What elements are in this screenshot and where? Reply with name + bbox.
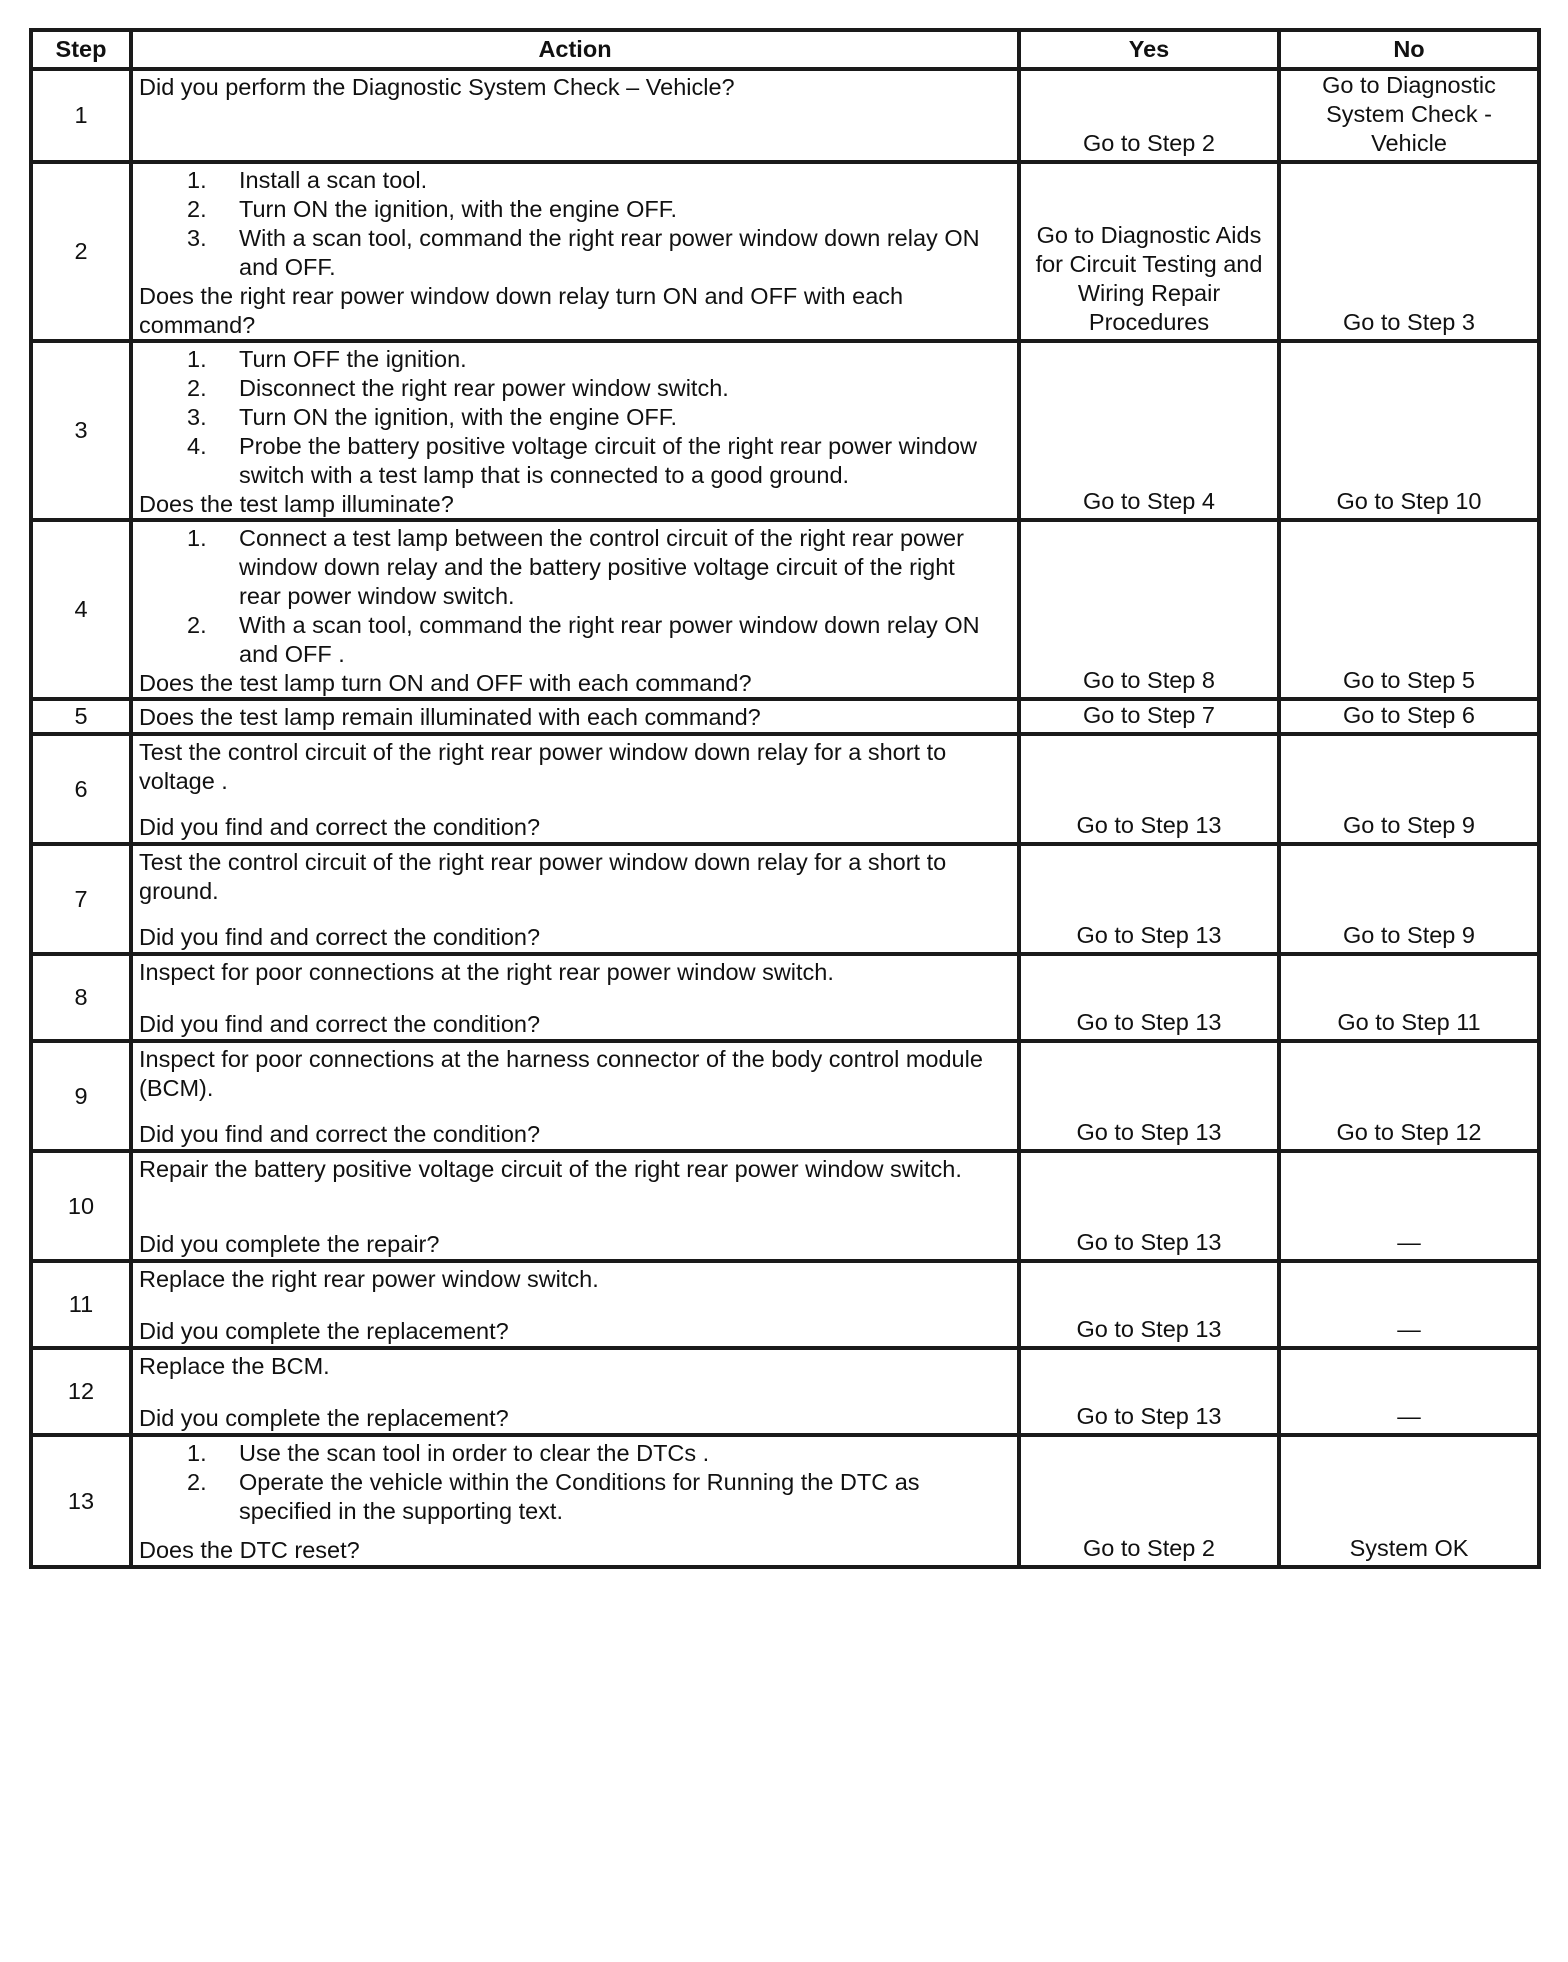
- step-number: 11: [31, 1261, 131, 1348]
- action-steps: [139, 1439, 1009, 1526]
- no-outcome: —: [1279, 1151, 1539, 1261]
- action-question: Does the test lamp illuminate?: [139, 491, 454, 517]
- action-text: Did you perform the Diagnostic System Check – Vehicle?: [139, 74, 735, 100]
- no-outcome: Go to Step 9: [1279, 734, 1539, 844]
- action-cell: [131, 1261, 1019, 1348]
- yes-outcome: Go to Step 13: [1019, 844, 1279, 954]
- action-cell: [131, 69, 1019, 162]
- action-step-number: 1.: [187, 1440, 207, 1466]
- no-outcome: Go to Step 10: [1279, 341, 1539, 520]
- yes-outcome: Go to Step 8: [1019, 520, 1279, 699]
- step-number: 7: [31, 844, 131, 954]
- action-text: Replace the right rear power window switch.: [139, 1266, 599, 1292]
- table-row: [31, 1151, 1539, 1261]
- action-question: Does the test lamp turn ON and OFF with each command?: [139, 670, 752, 696]
- action-step-number: 4.: [187, 433, 207, 459]
- yes-outcome: Go to Step 13: [1019, 1041, 1279, 1151]
- action-step-text: Probe the battery positive voltage circuit of the right rear power window switch with a test lamp that is connected to a good ground.: [239, 433, 978, 488]
- table-row: [31, 1435, 1539, 1567]
- header-no: No: [1279, 30, 1539, 69]
- action-step-item: [139, 611, 1009, 669]
- step-number: 1: [31, 69, 131, 162]
- action-cell: [131, 162, 1019, 341]
- action-step-item: [139, 195, 1009, 224]
- yes-outcome: Go to Step 13: [1019, 734, 1279, 844]
- yes-outcome: Go to Step 2: [1019, 69, 1279, 162]
- action-step-number: 3.: [187, 225, 207, 251]
- action-step-item: [139, 403, 1009, 432]
- action-step-text: With a scan tool, command the right rear power window down relay ON and OFF .: [239, 612, 980, 667]
- step-number: 12: [31, 1348, 131, 1435]
- action-step-item: [139, 345, 1009, 374]
- action-question: Did you find and correct the condition?: [139, 814, 541, 840]
- no-outcome: System OK: [1279, 1435, 1539, 1567]
- header-action: Action: [131, 30, 1019, 69]
- step-number: 9: [31, 1041, 131, 1151]
- no-outcome: Go to Step 11: [1279, 954, 1539, 1041]
- action-step-item: [139, 432, 1009, 490]
- no-outcome: Go to Step 9: [1279, 844, 1539, 954]
- yes-outcome: Go to Step 7: [1019, 699, 1279, 734]
- action-step-text: Use the scan tool in order to clear the DTCs .: [239, 1440, 710, 1466]
- step-number: 5: [31, 699, 131, 734]
- yes-outcome: Go to Step 2: [1019, 1435, 1279, 1567]
- action-cell: [131, 1041, 1019, 1151]
- action-step-item: [139, 374, 1009, 403]
- action-question: Does the DTC reset?: [139, 1537, 360, 1563]
- no-outcome: Go to Diagnostic System Check - Vehicle: [1279, 69, 1539, 162]
- action-question: Did you find and correct the condition?: [139, 924, 541, 950]
- action-cell: [131, 1435, 1019, 1567]
- action-step-text: Connect a test lamp between the control circuit of the right rear power window down relay and the battery positive voltage circuit of the right rear power window switch.: [239, 525, 964, 609]
- action-cell: [131, 954, 1019, 1041]
- action-step-number: 2.: [187, 612, 207, 638]
- step-number: 2: [31, 162, 131, 341]
- action-step-item: [139, 224, 1009, 282]
- action-question: Did you complete the replacement?: [139, 1318, 509, 1344]
- action-step-number: 1.: [187, 167, 207, 193]
- action-cell: [131, 1151, 1019, 1261]
- diagnostic-table: [29, 28, 1541, 1569]
- action-step-text: Disconnect the right rear power window switch.: [239, 375, 729, 401]
- action-text: Replace the BCM.: [139, 1353, 330, 1379]
- table-row: [31, 1348, 1539, 1435]
- table-row: [31, 1041, 1539, 1151]
- step-number: 4: [31, 520, 131, 699]
- table-row: [31, 69, 1539, 162]
- action-question: Did you complete the replacement?: [139, 1405, 509, 1431]
- step-number: 10: [31, 1151, 131, 1261]
- yes-outcome: Go to Step 13: [1019, 954, 1279, 1041]
- action-question: Did you complete the repair?: [139, 1231, 440, 1257]
- action-step-text: Turn OFF the ignition.: [239, 346, 467, 372]
- step-number: 8: [31, 954, 131, 1041]
- table-row: [31, 699, 1539, 734]
- no-outcome: Go to Step 5: [1279, 520, 1539, 699]
- action-steps: [139, 524, 1009, 669]
- action-cell: [131, 520, 1019, 699]
- yes-outcome: Go to Step 13: [1019, 1151, 1279, 1261]
- header-row: [31, 30, 1539, 69]
- no-outcome: —: [1279, 1348, 1539, 1435]
- action-text: Test the control circuit of the right rear power window down relay for a short to ground.: [139, 849, 947, 904]
- action-text: Inspect for poor connections at the harness connector of the body control module (BCM).: [139, 1046, 983, 1101]
- yes-outcome: Go to Step 13: [1019, 1348, 1279, 1435]
- action-text: Test the control circuit of the right rear power window down relay for a short to voltage .: [139, 739, 947, 794]
- action-step-item: [139, 166, 1009, 195]
- action-step-item: [139, 1468, 1009, 1526]
- table-row: [31, 844, 1539, 954]
- table-row: [31, 162, 1539, 341]
- no-outcome: Go to Step 12: [1279, 1041, 1539, 1151]
- action-step-number: 1.: [187, 346, 207, 372]
- action-step-text: Install a scan tool.: [239, 167, 428, 193]
- action-steps: [139, 345, 1009, 490]
- action-step-item: [139, 1439, 1009, 1468]
- action-text: Does the test lamp remain illuminated with each command?: [139, 704, 761, 730]
- yes-outcome: Go to Step 4: [1019, 341, 1279, 520]
- step-number: 3: [31, 341, 131, 520]
- action-text: Repair the battery positive voltage circuit of the right rear power window switch.: [139, 1156, 962, 1182]
- action-step-text: Turn ON the ignition, with the engine OFF.: [239, 196, 678, 222]
- action-step-number: 2.: [187, 196, 207, 222]
- action-cell: [131, 699, 1019, 734]
- action-question: Did you find and correct the condition?: [139, 1121, 541, 1147]
- action-cell: [131, 844, 1019, 954]
- step-number: 6: [31, 734, 131, 844]
- table-row: [31, 520, 1539, 699]
- action-steps: [139, 166, 1009, 282]
- yes-outcome: Go to Diagnostic Aids for Circuit Testing and Wiring Repair Procedures: [1019, 162, 1279, 341]
- table-row: [31, 341, 1539, 520]
- table-row: [31, 1261, 1539, 1348]
- action-question: Does the right rear power window down relay turn ON and OFF with each command?: [139, 283, 904, 338]
- action-cell: [131, 734, 1019, 844]
- table-row: [31, 734, 1539, 844]
- action-step-text: Operate the vehicle within the Conditions for Running the DTC as specified in the supporting text.: [239, 1469, 920, 1524]
- action-step-number: 3.: [187, 404, 207, 430]
- no-outcome: —: [1279, 1261, 1539, 1348]
- yes-outcome: Go to Step 13: [1019, 1261, 1279, 1348]
- action-step-text: With a scan tool, command the right rear power window down relay ON and OFF.: [239, 225, 980, 280]
- action-step-text: Turn ON the ignition, with the engine OFF.: [239, 404, 678, 430]
- header-yes: Yes: [1019, 30, 1279, 69]
- action-text: Inspect for poor connections at the right rear power window switch.: [139, 959, 834, 985]
- header-step: Step: [31, 30, 131, 69]
- action-cell: [131, 1348, 1019, 1435]
- action-step-item: [139, 524, 1009, 611]
- no-outcome: Go to Step 3: [1279, 162, 1539, 341]
- action-step-number: 2.: [187, 1469, 207, 1495]
- action-cell: [131, 341, 1019, 520]
- no-outcome: Go to Step 6: [1279, 699, 1539, 734]
- action-step-number: 2.: [187, 375, 207, 401]
- action-step-number: 1.: [187, 525, 207, 551]
- table-row: [31, 954, 1539, 1041]
- action-question: Did you find and correct the condition?: [139, 1011, 541, 1037]
- step-number: 13: [31, 1435, 131, 1567]
